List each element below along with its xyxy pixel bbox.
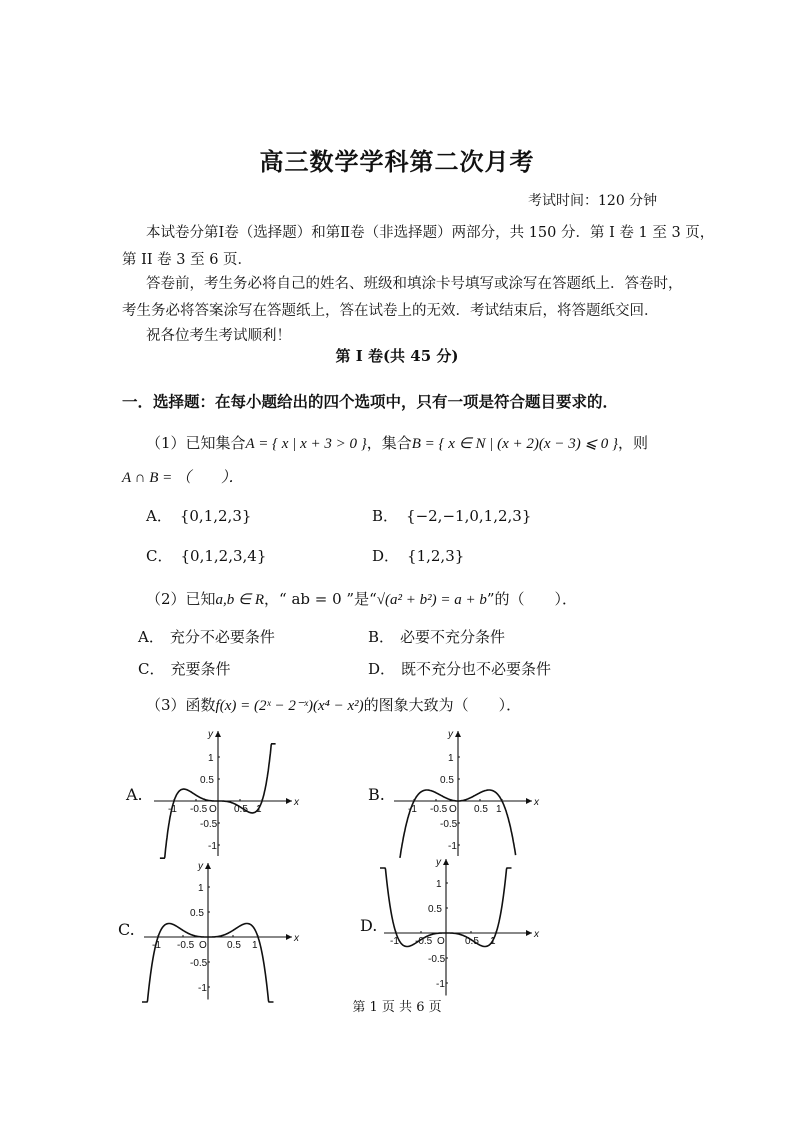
y-tick-label: -0.5 xyxy=(190,958,208,969)
option-label: D． xyxy=(368,660,396,678)
option-label: A． xyxy=(146,507,172,525)
option-label: C． xyxy=(146,547,173,565)
exam-time: 考试时间：120 分钟 xyxy=(528,193,658,209)
x-axis-arrow xyxy=(526,930,532,936)
intro-line-2: 第 II 卷 3 至 6 页． xyxy=(122,252,253,268)
q2-option-a[interactable] xyxy=(138,626,275,647)
y-tick-label: -1 xyxy=(436,979,445,990)
x-axis-arrow xyxy=(286,798,292,804)
y-axis-arrow xyxy=(205,863,211,869)
question-3-line xyxy=(146,694,521,715)
q1-option-b[interactable] xyxy=(372,505,531,526)
x-tick-label: 0.5 xyxy=(234,804,248,815)
y-tick-label: -0.5 xyxy=(440,819,458,830)
x-axis-arrow xyxy=(286,934,292,940)
question-1-tail: ，则 xyxy=(618,434,649,452)
intro-line-4: 考生务必将答案涂写在答题纸上，答在试卷上的无效．考试结束后，将答题纸交回． xyxy=(122,303,659,319)
x-tick-label: -1 xyxy=(168,804,177,815)
y-tick-label: 1 xyxy=(436,879,442,890)
graph-b[interactable] xyxy=(390,725,540,855)
x-tick-label: O xyxy=(209,804,217,815)
option-text: 既不充分也不必要条件 xyxy=(401,660,552,678)
y-axis-label: y xyxy=(198,861,203,872)
option-label: B． xyxy=(372,507,399,525)
x-tick-label: 0.5 xyxy=(227,940,241,951)
set-a: A = { x | x + 3 > 0 } xyxy=(245,436,367,452)
graph-a[interactable] xyxy=(150,725,300,855)
graph-c-label[interactable]: C. xyxy=(118,920,135,939)
option-label: D． xyxy=(372,547,400,565)
set-b: B = { x ∈ N | (x + 2)(x − 3) ⩽ 0 } xyxy=(411,436,619,452)
option-label: B． xyxy=(368,628,395,646)
q2-option-c[interactable] xyxy=(138,658,231,679)
intro-line-5: 祝各位考生考试顺利！ xyxy=(146,328,291,344)
q2-option-b[interactable] xyxy=(368,626,505,647)
page-footer: 第 1 页 共 6 页 xyxy=(352,1000,442,1015)
y-tick-label: 0.5 xyxy=(200,775,214,786)
y-tick-label: 1 xyxy=(448,753,454,764)
graph-c[interactable] xyxy=(140,857,300,992)
graph-d-label[interactable]: D. xyxy=(360,916,378,935)
section-title: 第 I 卷(共 45 分) xyxy=(335,347,459,365)
x-axis-label: x xyxy=(294,797,299,808)
option-text: 充分不必要条件 xyxy=(169,628,275,646)
question-2-number: （2）已知 xyxy=(146,590,216,608)
option-text: {1,2,3} xyxy=(407,547,465,565)
x-tick-label: O xyxy=(437,936,445,947)
y-tick-label: 0.5 xyxy=(190,908,204,919)
x-tick-label: -0.5 xyxy=(177,940,195,951)
x-tick-label: -0.5 xyxy=(190,804,208,815)
x-tick-label: -1 xyxy=(152,940,161,951)
option-text: 充要条件 xyxy=(170,660,231,678)
q1-option-d[interactable] xyxy=(372,545,464,566)
option-text: {0,1,2,3,4} xyxy=(180,547,267,565)
x-tick-label: 1 xyxy=(256,804,262,815)
y-axis-label: y xyxy=(208,729,213,740)
y-axis-label: y xyxy=(436,857,441,868)
y-tick-label: 0.5 xyxy=(428,904,442,915)
q2-option-d[interactable] xyxy=(368,658,551,679)
x-tick-label: -0.5 xyxy=(415,936,433,947)
y-tick-label: 1 xyxy=(198,883,204,894)
graph-d[interactable] xyxy=(380,853,540,988)
x-tick-label: 1 xyxy=(496,804,502,815)
intro-line-1: 本试卷分第Ⅰ卷（选择题）和第Ⅱ卷（非选择题）两部分，共 150 分．第 I 卷 1 至 3 页， xyxy=(146,225,715,241)
y-tick-label: -0.5 xyxy=(200,819,218,830)
option-label: C． xyxy=(138,660,165,678)
y-tick-label: 0.5 xyxy=(440,775,454,786)
question-1-mid: ，集合 xyxy=(366,434,412,452)
x-axis-arrow xyxy=(526,798,532,804)
graph-a-label[interactable]: A. xyxy=(126,785,143,804)
x-axis-label: x xyxy=(534,797,539,808)
option-text: 必要不充分条件 xyxy=(400,628,506,646)
option-label: A． xyxy=(138,628,164,646)
y-tick-label: 1 xyxy=(208,753,214,764)
x-axis-label: x xyxy=(534,929,539,940)
exam-title: 高三数学学科第二次月考 xyxy=(259,147,535,176)
question-3-function: f(x) = (2ˣ − 2⁻ˣ)(x⁴ − x²) xyxy=(215,698,364,714)
y-axis-arrow xyxy=(443,859,449,865)
part-title: 一．选择题：在每小题给出的四个选项中，只有一项是符合题目要求的． xyxy=(122,392,619,411)
question-2-line xyxy=(146,588,577,609)
question-2-condition: a,b ∈ R xyxy=(215,592,265,608)
x-tick-label: -0.5 xyxy=(430,804,448,815)
y-tick-label: -0.5 xyxy=(428,954,446,965)
option-text: {0,1,2,3} xyxy=(179,507,252,525)
q1-option-c[interactable] xyxy=(146,545,266,566)
question-2-expression: √(a² + b²) = a + b xyxy=(376,592,487,608)
option-text: {−2,−1,0,1,2,3} xyxy=(406,507,532,525)
x-tick-label: -1 xyxy=(390,936,399,947)
q1-option-a[interactable] xyxy=(146,505,251,526)
question-1-line-1 xyxy=(146,432,648,453)
question-2-part-c: ”的（ ）． xyxy=(486,590,578,608)
y-axis-label: y xyxy=(448,729,453,740)
x-tick-label: -1 xyxy=(408,804,417,815)
y-axis-arrow xyxy=(455,731,461,737)
x-axis-label: x xyxy=(294,933,299,944)
x-tick-label: O xyxy=(449,804,457,815)
x-tick-label: O xyxy=(199,940,207,951)
question-3-number: （3）函数 xyxy=(146,696,216,714)
question-1-line-2: A ∩ B = （ ）． xyxy=(122,470,244,486)
question-1-number: （1）已知集合 xyxy=(146,434,246,452)
y-tick-label: -1 xyxy=(208,841,217,852)
x-tick-label: 1 xyxy=(490,936,496,947)
question-2-part-a: ，“ ab = 0 ”是“ xyxy=(264,590,377,608)
x-tick-label: 0.5 xyxy=(474,804,488,815)
x-tick-label: 0.5 xyxy=(465,936,479,947)
y-axis-arrow xyxy=(215,731,221,737)
question-3-tail: 的图象大致为（ ）． xyxy=(363,696,522,714)
graph-b-label[interactable]: B. xyxy=(368,785,385,804)
y-tick-label: -1 xyxy=(448,841,457,852)
x-tick-label: 1 xyxy=(252,940,258,951)
intro-line-3: 答卷前，考生务必将自己的姓名、班级和填涂卡号填写或涂写在答题纸上．答卷时， xyxy=(146,276,683,292)
y-tick-label: -1 xyxy=(198,983,207,994)
